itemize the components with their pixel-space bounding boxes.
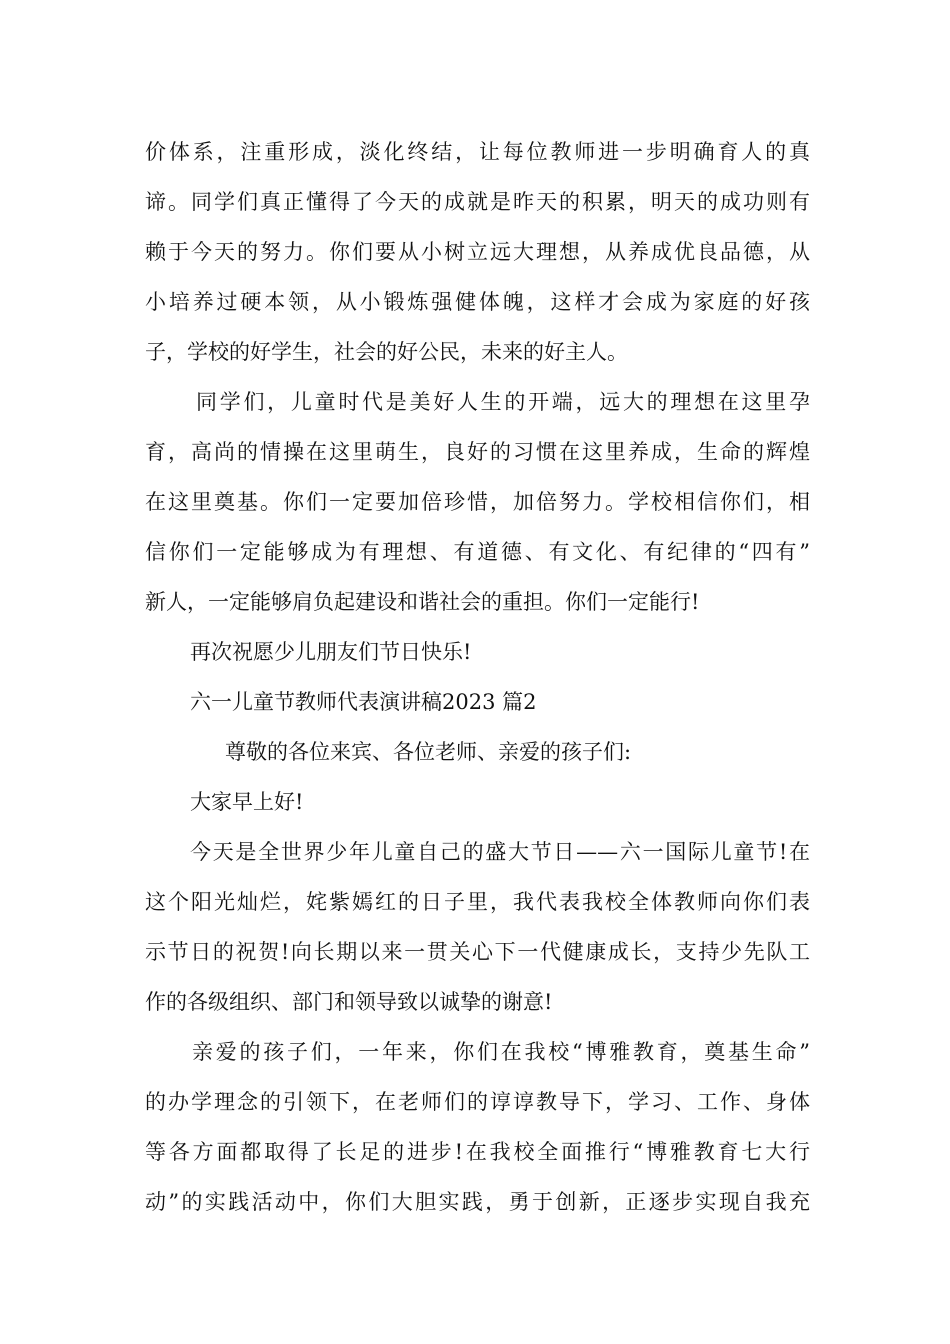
paragraph-start-line: 今天是全世界少年儿童自己的盛大节日——六一国际儿童节!在 (190, 840, 810, 864)
text-line: 这个阳光灿烂，姹紫嫣红的日子里，我代表我校全体教师向你们表 (145, 890, 810, 914)
text-line: 谛。同学们真正懂得了今天的成就是昨天的积累，明天的成功则有 (145, 190, 810, 214)
text-line: 动”的实践活动中，你们大胆实践，勇于创新，正逐步实现自我充 (145, 1190, 810, 1214)
text-line: 新人，一定能够肩负起建设和谐社会的重担。你们一定能行! (145, 590, 700, 614)
text-line: 信你们一定能够成为有理想、有道德、有文化、有纪律的“四有” (145, 540, 810, 564)
greeting-line: 大家早上好! (190, 790, 304, 814)
text-line: 等各方面都取得了长足的进步!在我校全面推行“博雅教育七大行 (145, 1140, 810, 1164)
paragraph-start-line: 亲爱的孩子们，一年来，你们在我校“博雅教育，奠基生命” (192, 1040, 810, 1064)
text-line: 小培养过硬本领，从小锻炼强健体魄，这样才会成为家庭的好孩 (145, 290, 810, 314)
paragraph-start-line: 同学们，儿童时代是美好人生的开端，远大的理想在这里孕 (196, 390, 810, 414)
section-heading: 六一儿童节教师代表演讲稿2023 篇2 (190, 690, 537, 714)
text-line: 价体系，注重形成，淡化终结，让每位教师进一步明确育人的真 (145, 140, 810, 164)
text-line: 子，学校的好学生，社会的好公民，未来的好主人。 (145, 340, 628, 364)
text-line: 的办学理念的引领下，在老师们的谆谆教导下，学习、工作、身体 (145, 1090, 810, 1114)
text-line: 示节日的祝贺!向长期以来一贯关心下一代健康成长，支持少先队工 (145, 940, 810, 964)
paragraph-start-line: 再次祝愿少儿朋友们节日快乐! (190, 640, 472, 664)
salutation-line: 尊敬的各位来宾、各位老师、亲爱的孩子们: (225, 740, 632, 764)
text-line: 赖于今天的努力。你们要从小树立远大理想，从养成优良品德，从 (145, 240, 810, 264)
text-line: 作的各级组织、部门和领导致以诚挚的谢意! (145, 990, 553, 1014)
text-line: 育，高尚的情操在这里萌生，良好的习惯在这里养成，生命的辉煌 (145, 440, 810, 464)
text-line: 在这里奠基。你们一定要加倍珍惜，加倍努力。学校相信你们，相 (145, 490, 810, 514)
